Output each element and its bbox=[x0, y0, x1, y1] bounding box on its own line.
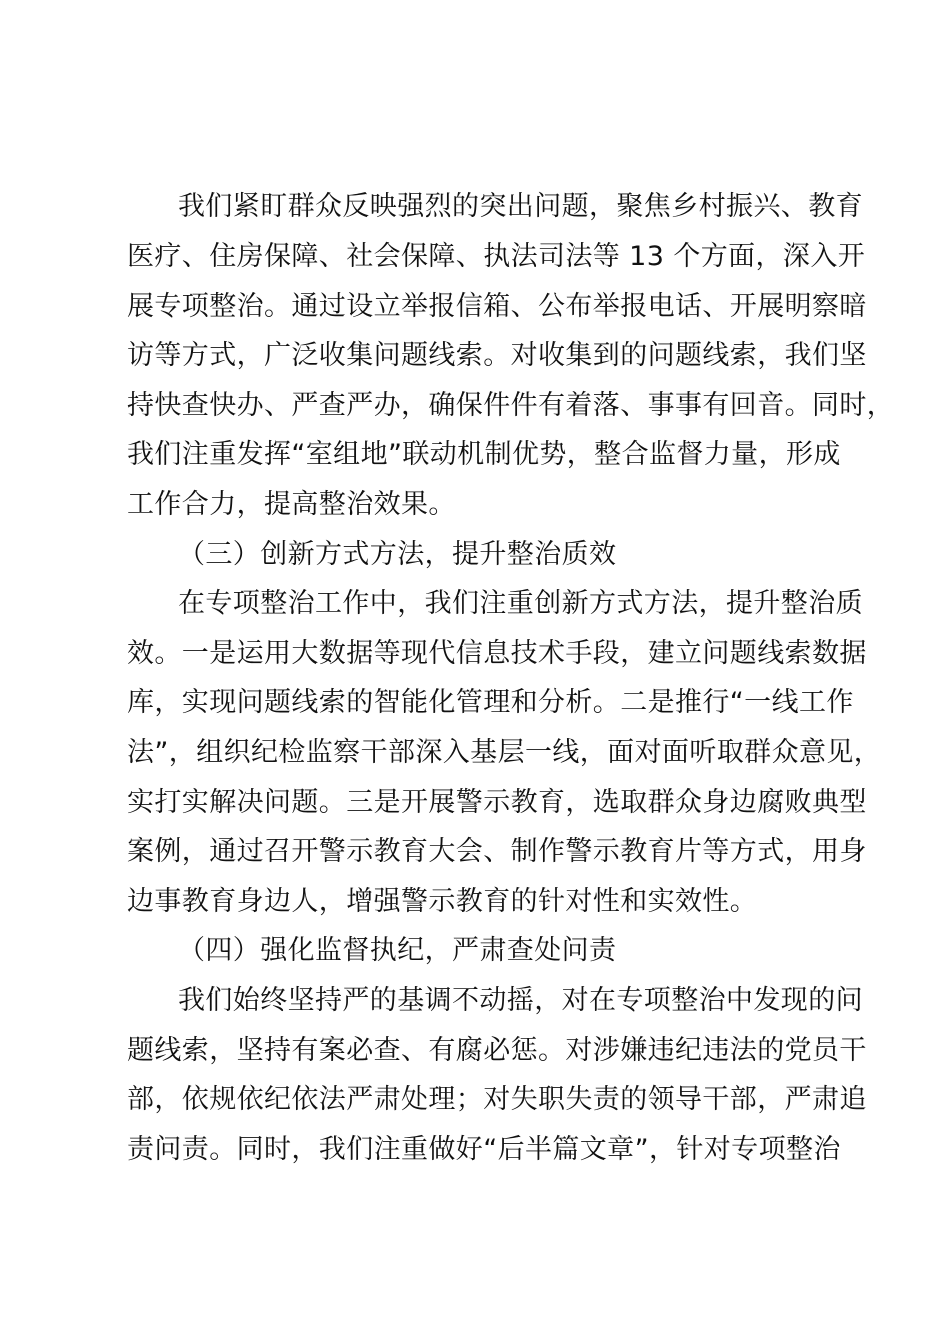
text-line: 责问责。同时，我们注重做好“后半篇文章”，针对专项整治 bbox=[127, 1134, 841, 1165]
text-line: 实打实解决问题。三是开展警示教育，选取群众身边腐败典型 bbox=[127, 787, 867, 818]
text-line: 医疗、住房保障、社会保障、执法司法等 13 个方面，深入开 bbox=[127, 241, 866, 272]
text-line: 在专项整治工作中，我们注重创新方式方法，提升整治质 bbox=[178, 588, 863, 619]
text-line: 我们注重发挥“室组地”联动机制优势，整合监督力量，形成 bbox=[127, 439, 841, 470]
text-line: 边事教育身边人，增强警示教育的针对性和实效性。 bbox=[127, 886, 758, 917]
text-line: 部，依规依纪依法严肃处理；对失职失责的领导干部，严肃追 bbox=[127, 1084, 867, 1115]
text-line: 效。一是运用大数据等现代信息技术手段，建立问题线索数据 bbox=[127, 638, 867, 669]
text-line: 库，实现问题线索的智能化管理和分析。二是推行“一线工作 bbox=[127, 687, 854, 718]
section-heading: （四）强化监督执纪，严肃查处问责 bbox=[178, 935, 617, 966]
text-line: 我们始终坚持严的基调不动摇，对在专项整治中发现的问 bbox=[178, 985, 863, 1016]
text-line: 题线索，坚持有案必查、有腐必惩。对涉嫌违纪违法的党员干 bbox=[127, 1035, 867, 1066]
text-line: 案例，通过召开警示教育大会、制作警示教育片等方式，用身 bbox=[127, 836, 867, 867]
text-line: 我们紧盯群众反映强烈的突出问题，聚焦乡村振兴、教育 bbox=[178, 191, 863, 222]
text-line: 持快查快办、严查严办，确保件件有着落、事事有回音。同时， bbox=[127, 390, 895, 421]
text-line: 展专项整治。通过设立举报信箱、公布举报电话、开展明察暗 bbox=[127, 291, 867, 322]
text-line: 访等方式，广泛收集问题线索。对收集到的问题线索，我们坚 bbox=[127, 340, 867, 371]
text-line: 工作合力，提高整治效果。 bbox=[127, 489, 456, 520]
text-line: 法”，组织纪检监察干部深入基层一线，面对面听取群众意见， bbox=[127, 737, 882, 768]
section-heading: （三）创新方式方法，提升整治质效 bbox=[178, 539, 617, 570]
